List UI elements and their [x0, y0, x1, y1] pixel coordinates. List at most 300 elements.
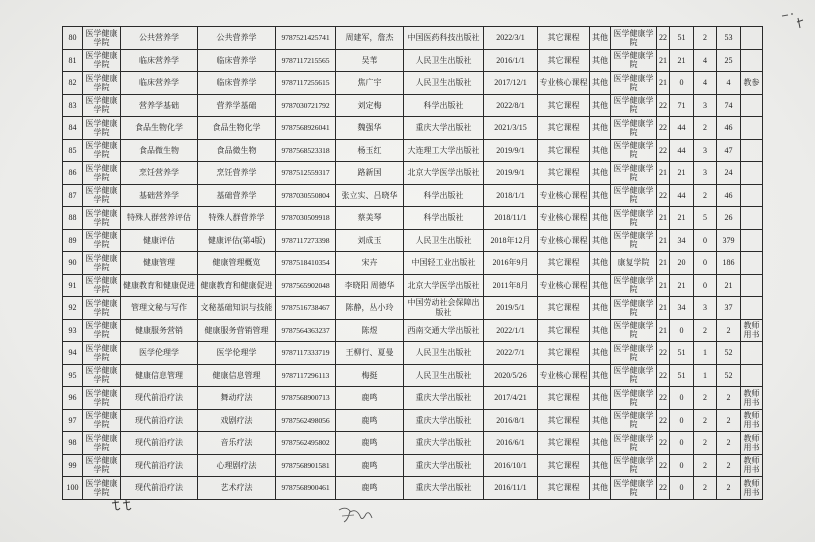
cell-author: 周建军，詹杰 [336, 27, 404, 50]
cell-book: 健康管理概览 [198, 252, 276, 275]
cell-n4: 186 [717, 252, 741, 275]
cell-isbn: 9787565902048 [276, 274, 336, 297]
cell-no: 92 [63, 297, 83, 320]
cell-n2: 51 [670, 27, 694, 50]
cell-book: 心理剧疗法 [198, 454, 276, 477]
cell-date: 2022/7/1 [484, 342, 538, 365]
cell-date: 2021/3/15 [484, 117, 538, 140]
cell-college: 医学健康学院 [83, 364, 121, 387]
cell-college: 医学健康学院 [83, 117, 121, 140]
cell-n4: 46 [717, 117, 741, 140]
cell-n2: 0 [670, 387, 694, 410]
cell-note [741, 342, 763, 365]
cell-n4: 379 [717, 229, 741, 252]
cell-course: 医学伦理学 [121, 342, 198, 365]
cell-type: 其它课程 [538, 117, 590, 140]
cell-n1: 22 [657, 387, 670, 410]
cell-book: 文秘基础知识与技能 [198, 297, 276, 320]
cell-isbn: 9787030550804 [276, 184, 336, 207]
cell-publisher: 重庆大学出版社 [404, 454, 484, 477]
cell-n1: 21 [657, 229, 670, 252]
cell-course: 健康服务营销 [121, 319, 198, 342]
cell-n3: 2 [694, 184, 717, 207]
cell-n1: 22 [657, 184, 670, 207]
cell-type: 其它课程 [538, 432, 590, 455]
cell-book: 戏剧疗法 [198, 409, 276, 432]
table-row [63, 454, 763, 477]
cell-no: 95 [63, 364, 83, 387]
cell-category: 其他 [590, 27, 611, 50]
cell-note [741, 139, 763, 162]
cell-publisher: 科学出版社 [404, 94, 484, 117]
cell-course: 烹饪营养学 [121, 162, 198, 185]
cell-book: 健康教育和健康促进 [198, 274, 276, 297]
cell-date: 2018年12月 [484, 229, 538, 252]
cell-n3: 4 [694, 49, 717, 72]
cell-book: 营养学基础 [198, 94, 276, 117]
cell-type: 其它课程 [538, 162, 590, 185]
table-row [63, 319, 763, 342]
cell-date: 2016/10/1 [484, 454, 538, 477]
cell-no: 86 [63, 162, 83, 185]
cell-college: 医学健康学院 [83, 139, 121, 162]
cell-category: 其他 [590, 207, 611, 230]
cell-dept: 医学健康学院 [611, 207, 657, 230]
cell-note [741, 297, 763, 320]
cell-category: 其他 [590, 252, 611, 275]
cell-dept: 医学健康学院 [611, 229, 657, 252]
cell-n2: 21 [670, 274, 694, 297]
cell-dept: 医学健康学院 [611, 184, 657, 207]
cell-publisher: 重庆大学出版社 [404, 477, 484, 500]
cell-dept: 医学健康学院 [611, 364, 657, 387]
cell-dept: 医学健康学院 [611, 27, 657, 50]
cell-author: 刘定梅 [336, 94, 404, 117]
cell-college: 医学健康学院 [83, 27, 121, 50]
table-row [63, 94, 763, 117]
cell-book: 医学伦理学 [198, 342, 276, 365]
cell-n3: 1 [694, 342, 717, 365]
cell-publisher: 科学出版社 [404, 207, 484, 230]
cell-category: 其他 [590, 229, 611, 252]
cell-publisher: 人民卫生出版社 [404, 72, 484, 95]
table-row [63, 139, 763, 162]
cell-isbn: 9787562498056 [276, 409, 336, 432]
cell-college: 医学健康学院 [83, 454, 121, 477]
cell-type: 其它课程 [538, 409, 590, 432]
cell-dept: 医学健康学院 [611, 117, 657, 140]
cell-n4: 37 [717, 297, 741, 320]
cell-book: 特殊人群营养学 [198, 207, 276, 230]
cell-no: 99 [63, 454, 83, 477]
cell-author: 吴苇 [336, 49, 404, 72]
cell-n2: 34 [670, 297, 694, 320]
cell-n1: 22 [657, 409, 670, 432]
cell-author: 李晓阳 周德华 [336, 274, 404, 297]
table-row [63, 49, 763, 72]
cell-type: 专业核心课程 [538, 207, 590, 230]
table-row [63, 477, 763, 500]
cell-note: 教师用书 [741, 454, 763, 477]
cell-category: 其他 [590, 454, 611, 477]
cell-date: 2016年9月 [484, 252, 538, 275]
cell-author: 鹿鸣 [336, 432, 404, 455]
table-row [63, 184, 763, 207]
cell-type: 专业核心课程 [538, 72, 590, 95]
cell-n4: 74 [717, 94, 741, 117]
cell-category: 其他 [590, 72, 611, 95]
cell-dept: 医学健康学院 [611, 49, 657, 72]
table-row [63, 364, 763, 387]
cell-publisher: 重庆大学出版社 [404, 117, 484, 140]
cell-category: 其他 [590, 387, 611, 410]
cell-category: 其他 [590, 342, 611, 365]
table-row [63, 27, 763, 50]
cell-date: 2017/4/21 [484, 387, 538, 410]
cell-n3: 0 [694, 229, 717, 252]
cell-college: 医学健康学院 [83, 477, 121, 500]
cell-date: 2016/6/1 [484, 432, 538, 455]
cell-book: 健康评估(第4版) [198, 229, 276, 252]
cell-category: 其他 [590, 432, 611, 455]
cell-n1: 22 [657, 139, 670, 162]
cell-date: 2022/1/1 [484, 319, 538, 342]
cell-author: 路新国 [336, 162, 404, 185]
cell-n3: 2 [694, 387, 717, 410]
cell-type: 专业核心课程 [538, 184, 590, 207]
cell-n1: 22 [657, 117, 670, 140]
table-row [63, 297, 763, 320]
cell-n1: 22 [657, 27, 670, 50]
cell-category: 其他 [590, 477, 611, 500]
cell-n2: 0 [670, 454, 694, 477]
cell-dept: 医学健康学院 [611, 274, 657, 297]
cell-college: 医学健康学院 [83, 274, 121, 297]
cell-college: 医学健康学院 [83, 207, 121, 230]
cell-isbn: 9787518410354 [276, 252, 336, 275]
cell-n2: 0 [670, 477, 694, 500]
cell-n4: 2 [717, 319, 741, 342]
cell-publisher: 中国劳动社会保障出版社 [404, 297, 484, 320]
cell-book: 烹饪营养学 [198, 162, 276, 185]
cell-book: 公共营养学 [198, 27, 276, 50]
cell-college: 医学健康学院 [83, 252, 121, 275]
cell-no: 85 [63, 139, 83, 162]
cell-publisher: 中国轻工业出版社 [404, 252, 484, 275]
cell-book: 基础营养学 [198, 184, 276, 207]
cell-type: 其它课程 [538, 297, 590, 320]
cell-n3: 2 [694, 409, 717, 432]
cell-category: 其他 [590, 49, 611, 72]
cell-no: 97 [63, 409, 83, 432]
cell-course: 健康管理 [121, 252, 198, 275]
cell-category: 其他 [590, 117, 611, 140]
cell-isbn: 9787117296113 [276, 364, 336, 387]
cell-course: 管理文秘与写作 [121, 297, 198, 320]
cell-category: 其他 [590, 319, 611, 342]
cell-author: 魏强华 [336, 117, 404, 140]
cell-course: 现代前沿疗法 [121, 454, 198, 477]
cell-author: 陈煜 [336, 319, 404, 342]
cell-publisher: 科学出版社 [404, 184, 484, 207]
cell-isbn: 9787521425741 [276, 27, 336, 50]
cell-type: 其它课程 [538, 387, 590, 410]
cell-n3: 3 [694, 139, 717, 162]
cell-date: 2022/3/1 [484, 27, 538, 50]
cell-book: 健康服务营销管理 [198, 319, 276, 342]
cell-n2: 71 [670, 94, 694, 117]
cell-isbn: 9787117273398 [276, 229, 336, 252]
cell-n4: 2 [717, 477, 741, 500]
cell-college: 医学健康学院 [83, 72, 121, 95]
cell-course: 现代前沿疗法 [121, 477, 198, 500]
cell-no: 83 [63, 94, 83, 117]
cell-n3: 2 [694, 319, 717, 342]
cell-type: 其它课程 [538, 319, 590, 342]
cell-author: 梅挺 [336, 364, 404, 387]
cell-no: 81 [63, 49, 83, 72]
cell-n1: 21 [657, 49, 670, 72]
cell-isbn: 9787117255615 [276, 72, 336, 95]
cell-isbn: 9787568900461 [276, 477, 336, 500]
cell-category: 其他 [590, 274, 611, 297]
cell-no: 88 [63, 207, 83, 230]
cell-type: 专业核心课程 [538, 274, 590, 297]
cell-no: 96 [63, 387, 83, 410]
cell-n4: 24 [717, 162, 741, 185]
cell-dept: 医学健康学院 [611, 342, 657, 365]
cell-college: 医学健康学院 [83, 184, 121, 207]
cell-course: 临床营养学 [121, 72, 198, 95]
cell-book: 音乐疗法 [198, 432, 276, 455]
table-row [63, 207, 763, 230]
cell-n3: 2 [694, 432, 717, 455]
cell-note [741, 27, 763, 50]
cell-n2: 0 [670, 432, 694, 455]
cell-isbn: 9787568926041 [276, 117, 336, 140]
cell-n2: 51 [670, 342, 694, 365]
cell-n2: 44 [670, 184, 694, 207]
corner-scribble-mark [780, 8, 810, 30]
cell-college: 医学健康学院 [83, 229, 121, 252]
cell-author: 陈静，丛小玲 [336, 297, 404, 320]
cell-course: 健康评估 [121, 229, 198, 252]
cell-author: 王柳行、夏曼 [336, 342, 404, 365]
cell-n2: 34 [670, 229, 694, 252]
cell-category: 其他 [590, 94, 611, 117]
cell-author: 焦广宇 [336, 72, 404, 95]
cell-course: 现代前沿疗法 [121, 387, 198, 410]
cell-n3: 5 [694, 207, 717, 230]
cell-category: 其他 [590, 297, 611, 320]
cell-author: 宋卉 [336, 252, 404, 275]
cell-author: 杨玉红 [336, 139, 404, 162]
table-row [63, 274, 763, 297]
cell-note: 教师用书 [741, 319, 763, 342]
cell-category: 其他 [590, 364, 611, 387]
cell-date: 2016/1/1 [484, 49, 538, 72]
cell-n2: 44 [670, 139, 694, 162]
cell-publisher: 人民卫生出版社 [404, 364, 484, 387]
cell-n3: 3 [694, 94, 717, 117]
cell-course: 现代前沿疗法 [121, 432, 198, 455]
cell-no: 91 [63, 274, 83, 297]
cell-isbn: 9787117333719 [276, 342, 336, 365]
cell-note: 教参 [741, 72, 763, 95]
cell-type: 其它课程 [538, 252, 590, 275]
cell-publisher: 人民卫生出版社 [404, 229, 484, 252]
cell-n4: 46 [717, 184, 741, 207]
cell-course: 基础营养学 [121, 184, 198, 207]
cell-author: 刘成玉 [336, 229, 404, 252]
cell-n2: 0 [670, 319, 694, 342]
cell-author: 张立实、吕晓华 [336, 184, 404, 207]
table-row [63, 117, 763, 140]
cell-n1: 21 [657, 274, 670, 297]
cell-n2: 51 [670, 364, 694, 387]
cell-book: 食品生物化学 [198, 117, 276, 140]
cell-date: 2022/8/1 [484, 94, 538, 117]
cell-n3: 2 [694, 27, 717, 50]
cell-category: 其他 [590, 409, 611, 432]
textbook-table [62, 26, 763, 500]
cell-dept: 医学健康学院 [611, 162, 657, 185]
cell-book: 临床营养学 [198, 72, 276, 95]
cell-isbn: 9787030721792 [276, 94, 336, 117]
cell-isbn: 9787568901581 [276, 454, 336, 477]
cell-n1: 21 [657, 207, 670, 230]
cell-note [741, 162, 763, 185]
cell-dept: 医学健康学院 [611, 72, 657, 95]
cell-no: 82 [63, 72, 83, 95]
cell-n1: 21 [657, 162, 670, 185]
cell-isbn: 9787568900713 [276, 387, 336, 410]
cell-category: 其他 [590, 184, 611, 207]
cell-publisher: 中国医药科技出版社 [404, 27, 484, 50]
cell-note: 教师用书 [741, 387, 763, 410]
cell-n3: 4 [694, 72, 717, 95]
cell-note [741, 117, 763, 140]
table-body [63, 27, 763, 500]
cell-course: 健康教育和健康促进 [121, 274, 198, 297]
cell-n4: 2 [717, 387, 741, 410]
cell-course: 公共营养学 [121, 27, 198, 50]
cell-date: 2017/12/1 [484, 72, 538, 95]
table-row [63, 432, 763, 455]
cell-dept: 医学健康学院 [611, 409, 657, 432]
cell-date: 2018/1/1 [484, 184, 538, 207]
cell-no: 98 [63, 432, 83, 455]
cell-date: 2019/5/1 [484, 297, 538, 320]
table-row [63, 252, 763, 275]
cell-author: 鹿鸣 [336, 387, 404, 410]
cell-no: 100 [63, 477, 83, 500]
cell-note: 教师用书 [741, 409, 763, 432]
cell-date: 2020/5/26 [484, 364, 538, 387]
cell-note [741, 207, 763, 230]
cell-type: 其它课程 [538, 49, 590, 72]
cell-author: 鹿鸣 [336, 454, 404, 477]
cell-type: 其它课程 [538, 27, 590, 50]
table-row [63, 229, 763, 252]
cell-no: 93 [63, 319, 83, 342]
cell-course: 健康信息管理 [121, 364, 198, 387]
cell-college: 医学健康学院 [83, 162, 121, 185]
cell-note [741, 364, 763, 387]
cell-dept: 医学健康学院 [611, 319, 657, 342]
cell-dept: 医学健康学院 [611, 454, 657, 477]
cell-dept: 医学健康学院 [611, 387, 657, 410]
cell-publisher: 北京大学医学出版社 [404, 274, 484, 297]
cell-note [741, 94, 763, 117]
cell-n3: 0 [694, 274, 717, 297]
table-row [63, 387, 763, 410]
cell-n3: 3 [694, 162, 717, 185]
cell-isbn: 9787562495802 [276, 432, 336, 455]
cell-note: 教师用书 [741, 477, 763, 500]
cell-note [741, 229, 763, 252]
cell-note: 教师用书 [741, 432, 763, 455]
cell-dept: 医学健康学院 [611, 432, 657, 455]
cell-n4: 52 [717, 342, 741, 365]
cell-n2: 21 [670, 207, 694, 230]
cell-n1: 22 [657, 477, 670, 500]
handwritten-initials-mark [110, 498, 136, 514]
cell-date: 2011年8月 [484, 274, 538, 297]
cell-date: 2016/8/1 [484, 409, 538, 432]
cell-type: 其它课程 [538, 94, 590, 117]
cell-n3: 2 [694, 454, 717, 477]
cell-college: 医学健康学院 [83, 49, 121, 72]
cell-book: 艺术疗法 [198, 477, 276, 500]
cell-type: 其它课程 [538, 454, 590, 477]
cell-course: 临床营养学 [121, 49, 198, 72]
cell-n2: 0 [670, 409, 694, 432]
cell-isbn: 9787512559317 [276, 162, 336, 185]
cell-n3: 1 [694, 364, 717, 387]
cell-publisher: 人民卫生出版社 [404, 49, 484, 72]
cell-publisher: 西南交通大学出版社 [404, 319, 484, 342]
cell-type: 专业核心课程 [538, 229, 590, 252]
cell-n4: 53 [717, 27, 741, 50]
cell-publisher: 人民卫生出版社 [404, 342, 484, 365]
cell-publisher: 重庆大学出版社 [404, 432, 484, 455]
cell-type: 其它课程 [538, 342, 590, 365]
cell-n2: 21 [670, 49, 694, 72]
cell-n1: 22 [657, 94, 670, 117]
handwritten-signature-mark [336, 502, 376, 528]
cell-course: 营养学基础 [121, 94, 198, 117]
cell-n3: 3 [694, 297, 717, 320]
cell-college: 医学健康学院 [83, 297, 121, 320]
cell-isbn: 9787030509918 [276, 207, 336, 230]
cell-note [741, 252, 763, 275]
cell-college: 医学健康学院 [83, 432, 121, 455]
cell-n4: 2 [717, 409, 741, 432]
table-row [63, 162, 763, 185]
cell-n3: 2 [694, 477, 717, 500]
cell-no: 89 [63, 229, 83, 252]
cell-n2: 21 [670, 162, 694, 185]
cell-isbn: 9787117215565 [276, 49, 336, 72]
cell-n1: 21 [657, 252, 670, 275]
cell-note [741, 184, 763, 207]
cell-isbn: 9787564363237 [276, 319, 336, 342]
cell-category: 其他 [590, 162, 611, 185]
cell-college: 医学健康学院 [83, 94, 121, 117]
cell-college: 医学健康学院 [83, 342, 121, 365]
table-row [63, 72, 763, 95]
